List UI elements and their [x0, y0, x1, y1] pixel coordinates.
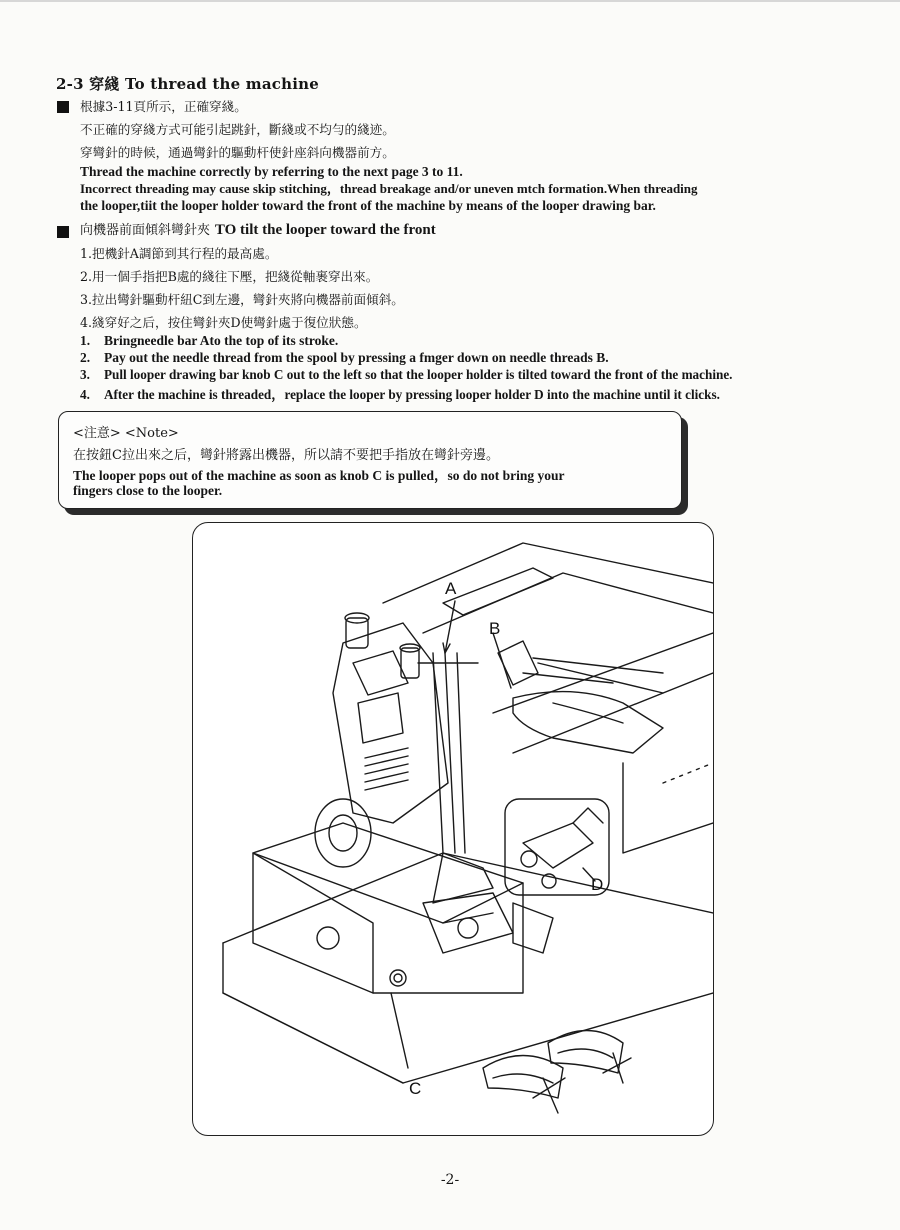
label-b: B — [489, 619, 501, 638]
section-heading — [56, 73, 319, 94]
intro-en-line: the looper,tiit the looper holder toward the front of the machine by means of the looper drawing bar. — [80, 198, 656, 213]
step-number: 4. — [80, 387, 90, 402]
label-c: C — [409, 1079, 422, 1098]
intro-en-line: Thread the machine correctly by referring to the next page 3 to 11. — [80, 164, 463, 179]
step-text: Bringneedle bar Ato the top of its stroke. — [104, 333, 339, 348]
label-d: D — [591, 875, 604, 894]
note-en-line: fingers close to the looper. — [73, 483, 223, 498]
tilt-title-cn: 向機器前面傾斜彎針夾 — [80, 223, 211, 238]
top-rule — [0, 0, 900, 2]
tilt-cn-step: 2.用一個手指把B處的綫往下壓，把綫從軸裹穿出來。 — [80, 269, 379, 284]
step-number: 1. — [80, 333, 91, 348]
tilt-en-step — [80, 367, 732, 383]
step-text: After the machine is threaded，replace the looper by pressing looper holder D into the machine until it clicks. — [104, 387, 720, 402]
note-cn: 在按鈕C拉出來之后，彎針將露出機器，所以請不要把手指放在彎針旁邊。 — [73, 448, 499, 463]
intro-cn-line: 穿彎針的時候，通過彎針的驅動杆使針座斜向機器前方。 — [80, 145, 395, 160]
tilt-heading — [80, 222, 436, 239]
tilt-cn-step: 3.拉出彎針驅動杆紐C到左邊，彎針夾將向機器前面傾斜。 — [80, 292, 404, 307]
tilt-title-en: TO tilt the looper toward the front — [214, 222, 436, 238]
tilt-en-step — [80, 333, 338, 349]
bullet-square-icon — [57, 226, 69, 238]
note-label: <注意> <Note> — [73, 426, 179, 441]
intro-en-line: Incorrect threading may cause skip stitching，thread breakage and/or uneven mtch formation.When threading — [80, 181, 698, 196]
intro-cn-line: 不正確的穿綫方式可能引起跳針，斷綫或不均勻的綫迹。 — [80, 122, 395, 137]
tilt-en-step — [80, 350, 609, 366]
step-number: 3. — [80, 367, 90, 382]
machine-illustration — [192, 522, 714, 1136]
page-number: -2- — [440, 1172, 460, 1188]
bullet-square-icon — [57, 101, 69, 113]
note-box — [58, 411, 682, 509]
section-title-en: To thread the machine — [124, 75, 319, 93]
label-a: A — [445, 579, 457, 598]
tilt-en-step — [80, 384, 720, 403]
step-number: 2. — [80, 350, 91, 365]
section-title-cn: 穿綫 — [89, 75, 120, 93]
step-text: Pay out the needle thread from the spool by pressing a fmger down on needle threads B. — [104, 350, 609, 365]
step-text: Pull looper drawing bar knob C out to the left so that the looper holder is tilted toward the front of the machine. — [104, 367, 733, 382]
tilt-cn-step: 1.把機針A調節到其行程的最高處。 — [80, 246, 278, 261]
section-number: 2-3 — [56, 75, 84, 93]
intro-cn-line: 根據3-11頁所示，正確穿綫。 — [80, 99, 247, 114]
tilt-cn-step: 4.綫穿好之后，按住彎針夾D使彎針處于復位狀態。 — [80, 315, 367, 330]
sewing-machine-drawing — [193, 523, 713, 1135]
note-en-line: The looper pops out of the machine as soon as knob C is pulled，so do not bring your — [73, 468, 565, 483]
